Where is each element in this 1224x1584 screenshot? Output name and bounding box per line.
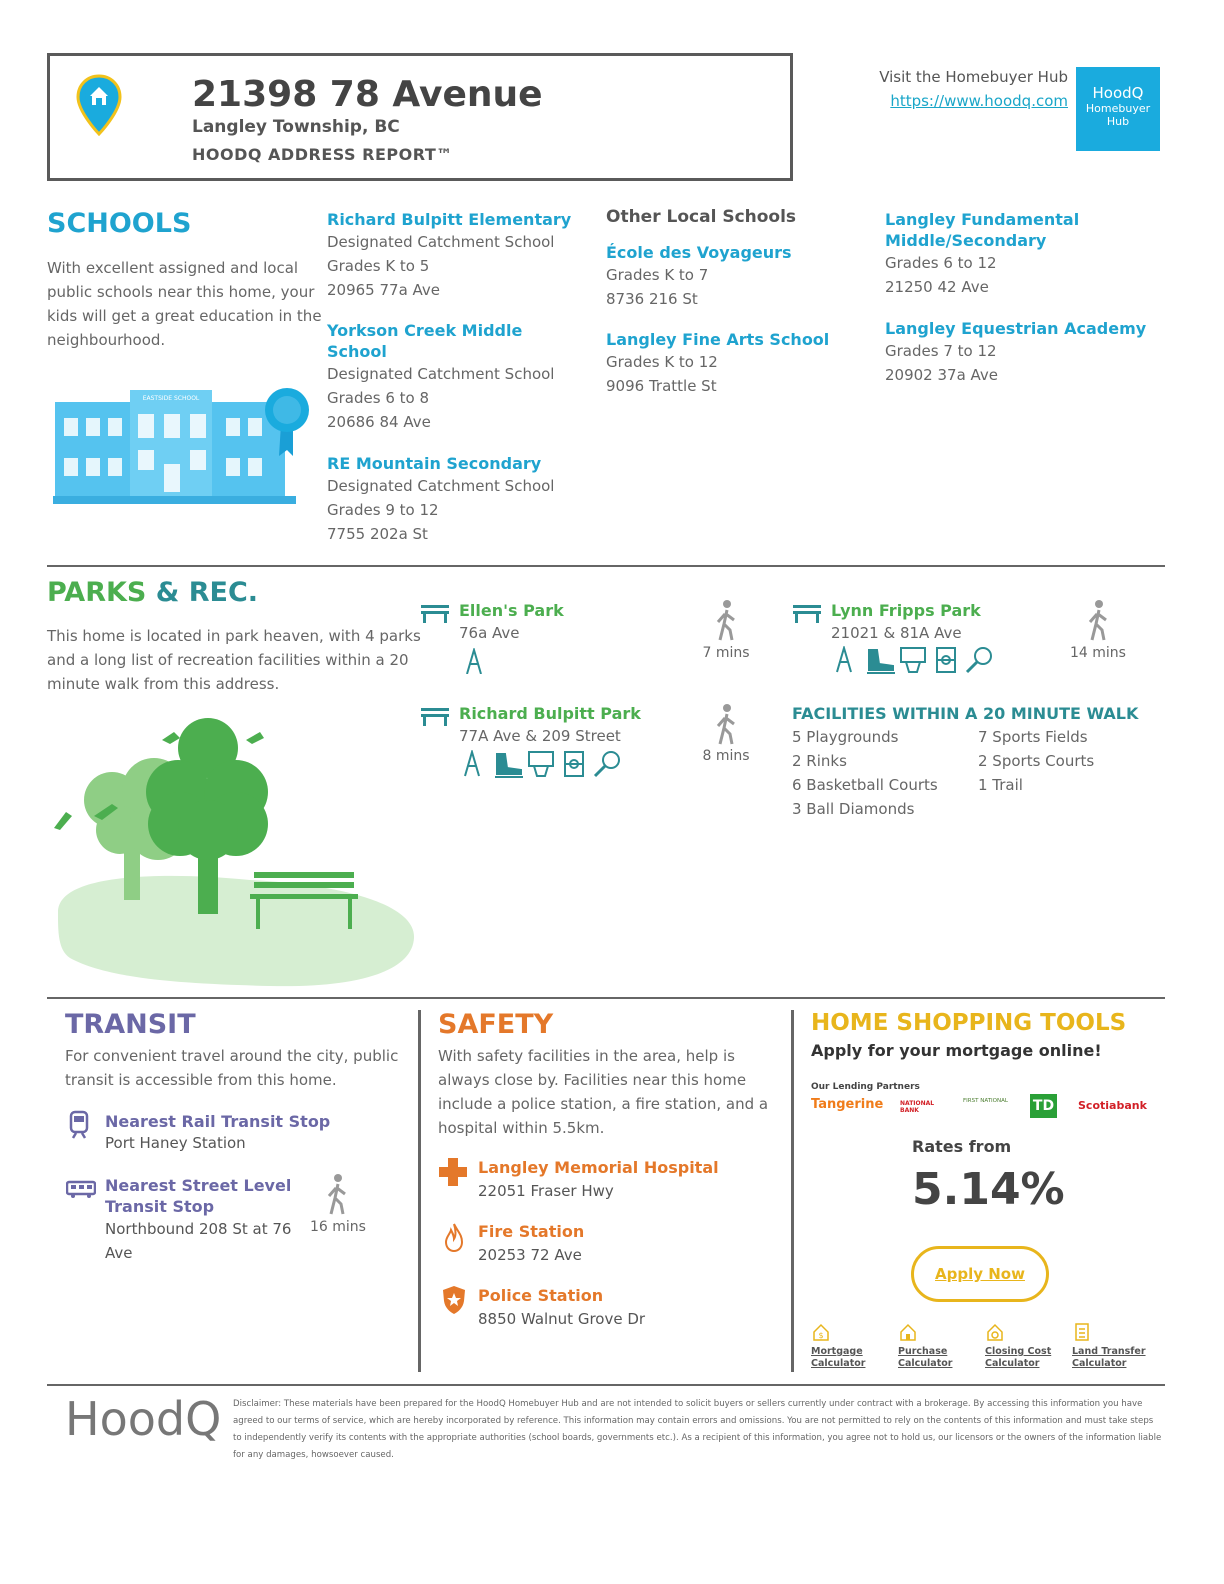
land-transfer-calculator-link[interactable] — [1072, 1322, 1152, 1370]
section-divider — [47, 997, 1165, 999]
school-type: Designated Catchment School — [327, 477, 555, 495]
purchase-calculator-link[interactable] — [898, 1322, 968, 1370]
school-address: 9096 Trattle St — [606, 377, 717, 395]
park-bench-icon — [793, 605, 821, 623]
school-name[interactable]: École des Voyageurs — [606, 243, 792, 262]
section-divider — [47, 565, 1165, 567]
column-divider — [791, 1010, 794, 1372]
school-grades: Grades 9 to 12 — [327, 501, 439, 519]
calc-label: Land Transfer — [1072, 1346, 1146, 1357]
calc-label: Calculator — [985, 1358, 1040, 1369]
park-trees-illustration — [50, 712, 418, 992]
rail-stop-title[interactable]: Nearest Rail Transit Stop — [105, 1112, 331, 1131]
facility-item: 7 Sports Fields — [978, 728, 1088, 746]
hub-link[interactable]: https://www.hoodq.com — [890, 92, 1068, 110]
tools-title: HOME SHOPPING TOOLS — [811, 1010, 1127, 1036]
safety-title: SAFETY — [438, 1009, 554, 1040]
school-grades: Grades 6 to 8 — [327, 389, 429, 407]
partner-scotiabank-logo: Scotiabank — [1078, 1099, 1147, 1112]
school-sign-text: EASTSIDE SCHOOL — [142, 395, 200, 402]
tools-subtitle: Apply for your mortgage online! — [811, 1041, 1102, 1060]
closing-cost-calculator-link[interactable] — [985, 1322, 1065, 1370]
school-address: 8736 216 St — [606, 290, 698, 308]
school-address: 7755 202a St — [327, 525, 428, 543]
playground-icon — [463, 648, 485, 674]
other-school-1 — [606, 242, 866, 311]
school-name[interactable]: Langley Fundamental Middle/Secondary — [885, 210, 1080, 250]
calc-label: Calculator — [811, 1358, 866, 1369]
park-name[interactable]: Richard Bulpitt Park — [459, 704, 641, 723]
parks-title — [47, 577, 258, 608]
hospital-name[interactable]: Langley Memorial Hospital — [478, 1158, 719, 1177]
calc-label: Mortgage — [811, 1346, 863, 1357]
park-bench-icon — [421, 708, 449, 726]
walking-person-icon — [325, 1174, 351, 1216]
street-station: Northbound 208 St at 76 Ave — [105, 1220, 292, 1262]
designated-school-2 — [327, 320, 567, 434]
mortgage-calculator-icon — [811, 1322, 831, 1342]
facility-item: 2 Rinks — [792, 752, 847, 770]
other-schools-title: Other Local Schools — [606, 207, 797, 227]
schools-description: With excellent assigned and local public schools near this home, your kids will get a great education in the neighbourhood. — [47, 259, 322, 349]
hospital-address: 22051 Fraser Hwy — [478, 1182, 614, 1200]
purchase-calculator-icon — [898, 1322, 918, 1342]
hub-badge-title: HoodQ — [1092, 84, 1144, 102]
fire-station-name[interactable]: Fire Station — [478, 1222, 585, 1241]
school-name[interactable]: RE Mountain Secondary — [327, 454, 542, 473]
hoodq-footer-logo: HoodQ — [65, 1392, 222, 1446]
facilities-left-list — [792, 725, 938, 821]
police-station-name[interactable]: Police Station — [478, 1286, 604, 1305]
facilities-right-list — [978, 725, 1094, 797]
land-transfer-calculator-icon — [1072, 1322, 1092, 1342]
walk-time: 16 mins — [310, 1219, 366, 1235]
disclaimer-text: Disclaimer: These materials have been prepared for the HoodQ Homebuyer Hub and are not intended to solicit buyers or sellers currently under contract with a brokerage. By accessing this information you have agreed to our terms of service, which are hereby incorporated by reference. This information may contain errors and omissions. You are not permitted to rely on the contents of this information and must take steps to independently verify its contents with the appropriate authorities (school boards, governments etc.). As a recipient of this information, you agree not to hold us, our licensors or the owners of the information liable for any damages, howsoever caused. — [233, 1399, 1162, 1460]
school-grades: Grades K to 5 — [327, 257, 430, 275]
school-type: Designated Catchment School — [327, 233, 555, 251]
facility-item: 1 Trail — [978, 776, 1023, 794]
hub-label: Visit the Homebuyer Hub — [879, 68, 1068, 86]
walking-person-icon — [1086, 600, 1112, 642]
footer-divider — [47, 1384, 1165, 1386]
fire-flame-icon — [444, 1222, 464, 1252]
partner-first-national-logo: FIRST NATIONAL — [963, 1098, 1008, 1104]
park-address: 76a Ave — [459, 624, 520, 642]
transit-title: TRANSIT — [65, 1009, 196, 1040]
school-name[interactable]: Langley Fine Arts School — [606, 330, 830, 349]
school-grades: Grades 6 to 12 — [885, 254, 997, 272]
designated-schools — [327, 209, 587, 302]
calc-label: Closing Cost — [985, 1346, 1052, 1357]
walk-time: 14 mins — [1070, 645, 1126, 661]
school-address: 21250 42 Ave — [885, 278, 989, 296]
rates-label: Rates from — [912, 1137, 1012, 1156]
partners-label: Our Lending Partners — [811, 1082, 920, 1092]
facility-icons-row — [833, 646, 1001, 674]
school-name[interactable]: Langley Equestrian Academy — [885, 319, 1147, 338]
parks-title-a: PARKS — [47, 577, 147, 608]
park-name[interactable]: Lynn Fripps Park — [831, 601, 981, 620]
other-school-2 — [606, 329, 866, 398]
parks-title-b: & REC. — [155, 577, 259, 608]
train-icon — [68, 1110, 90, 1140]
park-address: 21021 & 81A Ave — [831, 624, 962, 642]
transit-description: For convenient travel around the city, public transit is accessible from this home. — [65, 1047, 399, 1089]
closing-cost-calculator-icon — [985, 1322, 1005, 1342]
facility-icons-row — [461, 750, 629, 778]
walk-time: 7 mins — [702, 645, 750, 661]
city-label: Langley Township, BC — [192, 117, 400, 137]
rate-value: 5.14% — [912, 1164, 1065, 1215]
school-address: 20902 37a Ave — [885, 366, 999, 384]
school-grades: Grades K to 12 — [606, 353, 718, 371]
walking-person-icon — [714, 704, 740, 746]
partner-tangerine-logo: Tangerine — [811, 1097, 884, 1112]
hub-badge[interactable] — [1076, 67, 1160, 151]
other-school-4 — [885, 318, 1165, 387]
school-name[interactable]: Richard Bulpitt Elementary — [327, 210, 572, 229]
parks-description: This home is located in park heaven, with 4 parks and a long list of recreation facilities within a 20 minute walk from this address. — [47, 627, 421, 693]
facility-item: 3 Ball Diamonds — [792, 800, 915, 818]
safety-description: With safety facilities in the area, help is always close by. Facilities near this home include a police station, a fire station, and a hospital within 5.5km. — [438, 1047, 769, 1137]
walk-time: 8 mins — [702, 748, 750, 764]
park-name[interactable]: Ellen's Park — [459, 601, 564, 620]
apply-now-button[interactable]: Apply Now — [911, 1246, 1049, 1302]
school-address: 20686 84 Ave — [327, 413, 431, 431]
facility-item: 2 Sports Courts — [978, 752, 1095, 770]
designated-school-3 — [327, 453, 587, 546]
police-station-address: 8850 Walnut Grove Dr — [478, 1310, 646, 1328]
calc-label: Calculator — [898, 1358, 953, 1369]
partner-td-logo: TD — [1030, 1094, 1057, 1118]
bus-icon — [66, 1180, 96, 1198]
fire-station-address: 20253 72 Ave — [478, 1246, 582, 1264]
walking-person-icon — [714, 600, 740, 642]
police-shield-icon — [442, 1285, 466, 1315]
address-title: 21398 78 Avenue — [192, 74, 543, 115]
park-bench-icon — [421, 605, 449, 623]
home-pin-icon — [76, 74, 122, 136]
column-divider — [418, 1010, 421, 1372]
school-building-illustration — [50, 378, 318, 508]
calc-label: Purchase — [898, 1346, 948, 1357]
calc-label: Calculator — [1072, 1358, 1127, 1369]
facility-item: 6 Basketball Courts — [792, 776, 938, 794]
school-grades: Grades K to 7 — [606, 266, 709, 284]
school-grades: Grades 7 to 12 — [885, 342, 997, 360]
school-type: Designated Catchment School — [327, 365, 555, 383]
street-stop-title[interactable]: Nearest Street Level Transit Stop — [105, 1176, 292, 1216]
mortgage-calculator-link[interactable] — [811, 1322, 881, 1370]
facility-item: 5 Playgrounds — [792, 728, 899, 746]
hospital-cross-icon — [439, 1158, 467, 1186]
park-address: 77A Ave & 209 Street — [459, 727, 621, 745]
school-name[interactable]: Yorkson Creek Middle School — [327, 321, 523, 361]
other-school-3 — [885, 209, 1085, 299]
facilities-title: FACILITIES WITHIN A 20 MINUTE WALK — [792, 704, 1139, 723]
rail-station: Port Haney Station — [105, 1134, 246, 1152]
report-title: HOODQ ADDRESS REPORT™ — [192, 145, 453, 164]
hub-badge-subtitle: Homebuyer Hub — [1085, 102, 1151, 128]
partner-national-bank-logo: NATIONAL BANK — [900, 1100, 935, 1114]
svg-text:$: $ — [818, 1331, 824, 1340]
school-address: 20965 77a Ave — [327, 281, 441, 299]
schools-title: SCHOOLS — [47, 208, 192, 239]
